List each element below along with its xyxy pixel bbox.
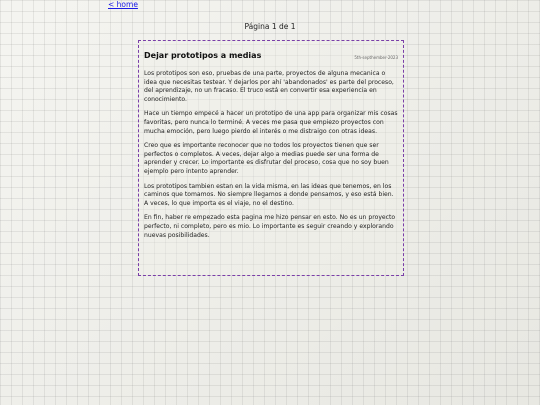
post-date: 5th-septhember-2023 <box>354 55 398 60</box>
post-paragraph: Los prototipos tambien estan en la vida misma, en las ideas que tenemos, en los caminos que tomamos. No siempre llegamos a donde pensamos, y eso está bien. A veces, lo que importa es el viaje, no el destino. <box>144 182 394 207</box>
post-title: Dejar prototipos a medias <box>144 51 262 60</box>
post-paragraph: Creo que es importante reconocer que no todos los proyectos tienen que ser perfectos o completos. A veces, dejar algo a medias puede ser una forma de aprender y crecer. Lo importante es disfrutar del proceso, cosa que no soy buen ejemplo pero intento aprender. <box>144 142 389 175</box>
post-header <box>144 51 398 60</box>
post-paragraph: Los prototipos son eso, pruebas de una parte, proyectos de alguna mecanica o idea que necesitas testear. Y dejarlos por ahí 'abandonados' es parte del proceso, del aprendizaje, no un fracaso. El truco está en convertir esa experiencia en conocimiento. <box>144 70 394 103</box>
page-indicator: Página 1 de 1 <box>244 22 296 31</box>
post-paragraph: Hace un tiempo empecé a hacer un prototipo de una app para organizar mis cosas favoritas, pero nunca lo terminé. A veces me pasa que empiezo proyectos con mucha emoción, pero luego pierdo el interés o me distraigo con otras ideas. <box>144 110 398 135</box>
home-link[interactable]: < home <box>108 0 138 9</box>
post-body <box>144 70 398 240</box>
post-paragraph: En fin, haber re empezado esta pagina me hizo pensar en esto. No es un proyecto perfecto, ni completo, pero es mio. Lo importante es seguir creando y explorando nuevas posibilidades. <box>144 214 396 239</box>
post-card <box>138 40 404 276</box>
